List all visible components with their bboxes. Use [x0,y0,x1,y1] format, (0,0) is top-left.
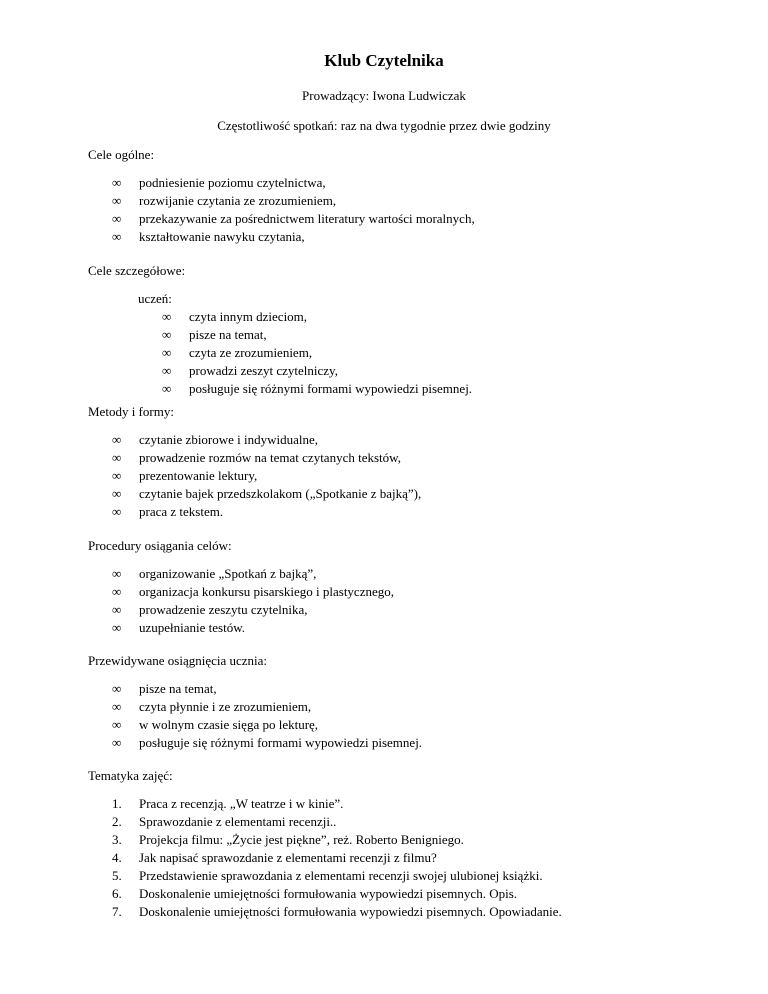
document-page: Klub Czytelnika Prowadzący: Iwona Ludwiczak Częstotliwość spotkań: raz na dwa tygodnie przez dwie godziny Cele ogólne: ∞ podniesienie poziomu czytelnictwa, ∞ rozwijanie czytania ze zrozumieniem, ∞ przekazywanie za pośrednictwem literatury wartości moralnych, ∞ kształtowanie nawyku czytania, Cele szczegółowe: uczeń: ∞ czyta innym dzieciom, ∞ pisze na temat, ∞ czyta ze zrozumieniem, ∞ prowadzi zeszyt czytelniczy, ∞ posługuje się różnymi formami wypowiedzi pisemnej. Metody i formy: ∞ czytanie zbiorowe i indywidualne, ∞ prowadzenie rozmów na temat czytanych tekstów, ∞ prezentowanie lektury, ∞ czytanie bajek przedszkolakom („Spotkanie z bajką”), ∞ praca z tekstem. Procedury osiągania celów: ∞ organizowanie „Spotkań z bajką”, ∞ organizacja konkursu pisarskiego i plastycznego, ∞ prowadzenie zeszytu czytelnika, ∞ uzupełnianie testów. Przewidywane osiągnięcia ucznia: ∞ pisze na temat, ∞ czyta płynnie i ze zrozumieniem, ∞ w wolnym czasie sięga po lekturę, ∞ posługuje się różnymi formami wypowiedzi pisemnej. Tematyka zajęć: 1. Praca z recenzją. „W teatrze i w kinie”. 2. Sprawozdanie z elementami recenzji.. 3. Projekcja filmu: „Życie jest piękne”, reż. Roberto Benigniego. 4. Jak napisać sprawozdanie z elementami recenzji z filmu? 5. Przedstawienie sprawozdania z elementami recenzji swojej ulubionej książki. 6. Doskonalenie umiejętności formułowania wypowiedzi pisemnych. Opis. 7. Doskonalenie umiejętności formułowania wypowiedzi pisemnych. Opowiadanie. [0,0,768,994]
bullet-icon: ∞ [112,432,122,447]
bullet-icon: ∞ [112,699,122,714]
topics-heading: Tematyka zajęć: [88,768,173,783]
item-number: 3. [112,832,122,847]
document-title: Klub Czytelnika [324,51,444,70]
leader-line: Prowadzący: Iwona Ludwiczak [302,88,466,103]
item-number: 1. [112,796,122,811]
methods-heading: Metody i formy: [88,404,174,419]
bullet-icon: ∞ [162,363,172,378]
bullet-icon: ∞ [112,566,122,581]
frequency-line: Częstotliwość spotkań: raz na dwa tygodnie przez dwie godziny [217,118,551,133]
general-goals-heading: Cele ogólne: [88,147,155,162]
bullet-icon: ∞ [162,381,172,396]
bullet-icon: ∞ [112,602,122,617]
bullet-icon: ∞ [112,735,122,750]
item-number: 5. [112,868,122,883]
bullet-icon: ∞ [112,486,122,501]
bullet-icon: ∞ [112,468,122,483]
item-number: 7. [112,904,122,919]
bullet-icon: ∞ [112,211,122,226]
bullet-icon: ∞ [112,584,122,599]
bullet-icon: ∞ [162,327,172,342]
bullet-icon: ∞ [112,450,122,465]
bullet-icon: ∞ [162,309,172,324]
bullet-icon: ∞ [112,229,122,244]
bullet-icon: ∞ [162,345,172,360]
item-number: 2. [112,814,122,829]
bullet-icon: ∞ [112,175,122,190]
bullet-icon: ∞ [112,620,122,635]
bullet-icon: ∞ [112,717,122,732]
item-number: 6. [112,886,122,901]
bullet-icon: ∞ [112,504,122,519]
bullet-icon: ∞ [112,681,122,696]
student-sublabel: uczeń: [138,291,172,306]
bullet-icon: ∞ [112,193,122,208]
specific-goals-heading: Cele szczegółowe: [88,263,186,278]
procedures-heading: Procedury osiągania celów: [88,538,232,553]
item-number: 4. [112,850,122,865]
achievements-heading: Przewidywane osiągnięcia ucznia: [88,653,268,668]
